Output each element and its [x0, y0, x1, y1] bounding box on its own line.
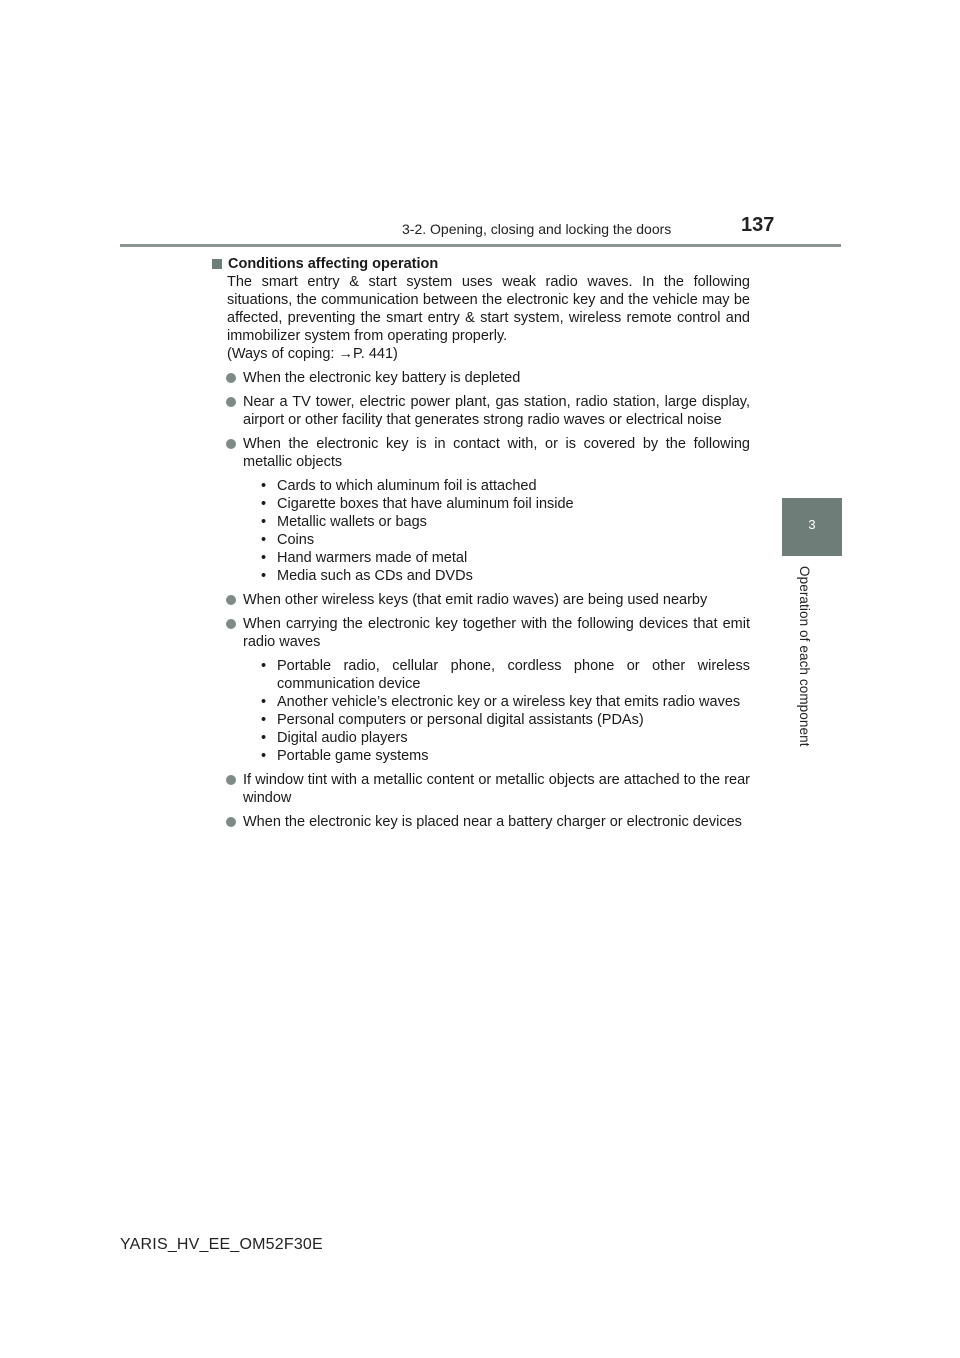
bullet-text: Near a TV tower, electric power plant, gas station, radio station, large display, airport or other facility that generates strong radio waves or electrical noise [243, 394, 750, 428]
header-section-title: 3-2. Opening, closing and locking the doors [402, 221, 672, 237]
sub-list-item [261, 477, 750, 495]
intro-paragraph [227, 273, 750, 363]
bullet-text: When the electronic key is placed near a battery charger or electronic devices [243, 814, 742, 830]
page-number: 137 [741, 214, 775, 236]
middle-dot-icon: • [261, 478, 267, 494]
circle-bullet-icon [226, 619, 236, 629]
circle-bullet-icon [226, 595, 236, 605]
sub-list-item [261, 495, 750, 513]
sub-list-item [261, 513, 750, 531]
bullet-text: When other wireless keys (that emit radio waves) are being used nearby [243, 592, 708, 608]
bullet-text: If window tint with a metallic content or metallic objects are attached to the rear window [243, 772, 750, 806]
middle-dot-icon: • [261, 568, 267, 584]
circle-bullet-icon [226, 817, 236, 827]
header-divider [120, 244, 841, 247]
circle-bullet-icon [226, 373, 236, 383]
sub-list-item [261, 693, 750, 711]
sub-list-text: Another vehicle’s electronic key or a wireless key that emits radio waves [277, 694, 741, 710]
chapter-title: Operation of each component [797, 566, 812, 747]
bullet-item [210, 369, 750, 387]
sub-list-text: Coins [277, 532, 315, 548]
bullet-body [243, 435, 750, 585]
bullet-text: When the electronic key is in contact with, or is covered by the following metallic objects [243, 436, 750, 470]
document-code: YARIS_HV_EE_OM52F30E [120, 1236, 323, 1253]
sub-list-item [261, 567, 750, 585]
bullet-body [243, 615, 750, 765]
sub-list-text: Metallic wallets or bags [277, 514, 427, 530]
bullet-text: When the electronic key battery is depleted [243, 370, 521, 386]
bullet-item [210, 435, 750, 585]
middle-dot-icon: • [261, 514, 267, 530]
intro-text: The smart entry & start system uses weak radio waves. In the following situations, the communication between the electronic key and the vehicle may be affected, preventing the smart entry & start system, wireless remote control and immobilizer system from operating properly. [227, 274, 750, 344]
section-heading [210, 255, 750, 273]
sub-list-text: Portable radio, cellular phone, cordless phone or other wireless communication device [277, 658, 750, 692]
sub-list-text: Personal computers or personal digital assistants (PDAs) [277, 712, 644, 728]
middle-dot-icon: • [261, 712, 267, 728]
bullet-body [243, 369, 750, 387]
bullet-item [210, 591, 750, 609]
bullet-item [210, 813, 750, 831]
sub-list-item [261, 729, 750, 747]
middle-dot-icon: • [261, 532, 267, 548]
middle-dot-icon: • [261, 748, 267, 764]
middle-dot-icon: • [261, 730, 267, 746]
sub-list-item [261, 531, 750, 549]
main-content [210, 255, 750, 831]
chapter-number: 3 [808, 517, 816, 532]
sub-list-item [261, 747, 750, 765]
bullet-body [243, 813, 750, 831]
circle-bullet-icon [226, 439, 236, 449]
bullet-body [243, 393, 750, 429]
sub-list-text: Portable game systems [277, 748, 429, 764]
circle-bullet-icon [226, 397, 236, 407]
bullet-item [210, 393, 750, 429]
bullet-body [243, 771, 750, 807]
middle-dot-icon: • [261, 496, 267, 512]
sub-list-text: Cards to which aluminum foil is attached [277, 478, 537, 494]
chapter-tab [782, 498, 842, 556]
sub-list-item [261, 657, 750, 693]
sub-list-text: Cigarette boxes that have aluminum foil inside [277, 496, 574, 512]
sub-list-text: Digital audio players [277, 730, 408, 746]
sub-list-item [261, 711, 750, 729]
bullet-item [210, 615, 750, 765]
middle-dot-icon: • [261, 550, 267, 566]
middle-dot-icon: • [261, 658, 267, 674]
sub-list-item [261, 549, 750, 567]
bullet-text: When carrying the electronic key together with the following devices that emit radio waves [243, 616, 750, 650]
bullet-item [210, 771, 750, 807]
circle-bullet-icon [226, 775, 236, 785]
bullet-body [243, 591, 750, 609]
middle-dot-icon: • [261, 694, 267, 710]
bullet-list [210, 369, 750, 831]
section-heading-text: Conditions affecting operation [228, 256, 439, 272]
ways-of-coping-reference: (Ways of coping: →P. 441) [227, 346, 398, 362]
sub-list [261, 657, 750, 765]
sub-list [261, 477, 750, 585]
sub-list-text: Hand warmers made of metal [277, 550, 468, 566]
chapter-side-label [797, 566, 822, 766]
square-bullet-icon [212, 259, 222, 269]
sub-list-text: Media such as CDs and DVDs [277, 568, 473, 584]
